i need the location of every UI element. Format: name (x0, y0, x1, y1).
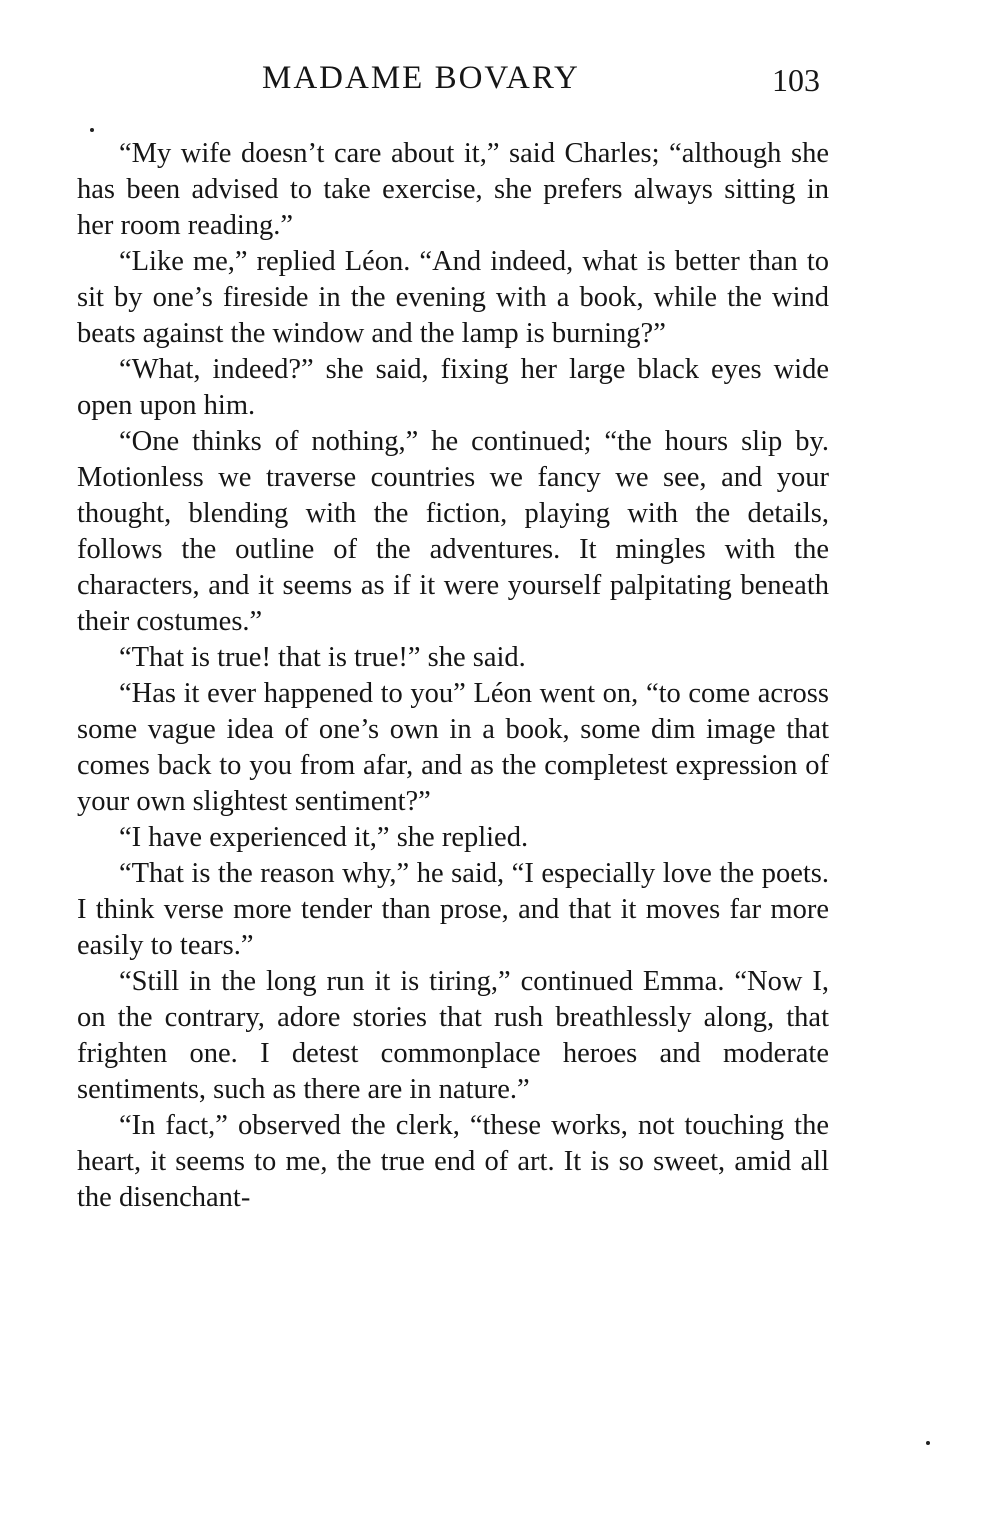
ink-speck (926, 1441, 930, 1445)
paragraph: “That is true! that is true!” she said. (119, 642, 526, 673)
paragraph: “I have experienced it,” she replied. (119, 822, 529, 853)
paragraph: “My wife doesn’t care about it,” said Charles; “although she has been advised to take exercise, she prefers always sitting in her room reading.” (77, 138, 829, 241)
paragraph: “Has it ever happened to you” Léon went on, “to come across some vague idea of one’s own in a book, some dim image that comes back to you from afar, and as the completest expression of your own slightest sentiment?” (77, 678, 829, 817)
page-number: 103 (772, 62, 820, 98)
paragraph: “What, indeed?” she said, fixing her large black eyes wide open upon him. (77, 354, 829, 421)
paragraph: “Like me,” replied Léon. “And indeed, what is better than to sit by one’s fireside in the evening with a book, while the wind beats against the window and the lamp is burning?” (77, 246, 829, 349)
paragraph: “In fact,” observed the clerk, “these works, not touching the heart, it seems to me, the true end of art. It is so sweet, amid all the disenchant- (77, 1110, 829, 1213)
running-title: MADAME BOVARY (262, 60, 580, 96)
paragraph: “That is the reason why,” he said, “I especially love the poets. I think verse more tender than prose, and that it moves far more easily to tears.” (77, 858, 829, 961)
ink-speck (90, 128, 94, 132)
body-text (77, 136, 829, 1216)
paragraph: “One thinks of nothing,” he continued; “the hours slip by. Motionless we traverse countries we fancy we see, and your thought, blending with the fiction, playing with the details, follows the outline of the adventures. It mingles with the characters, and it seems as if it were yourself palpitating beneath their costumes.” (77, 426, 829, 637)
paragraph: “Still in the long run it is tiring,” continued Emma. “Now I, on the contrary, adore stories that rush breathlessly along, that frighten one. I detest commonplace heroes and moderate sentiments, such as there are in nature.” (77, 966, 829, 1105)
